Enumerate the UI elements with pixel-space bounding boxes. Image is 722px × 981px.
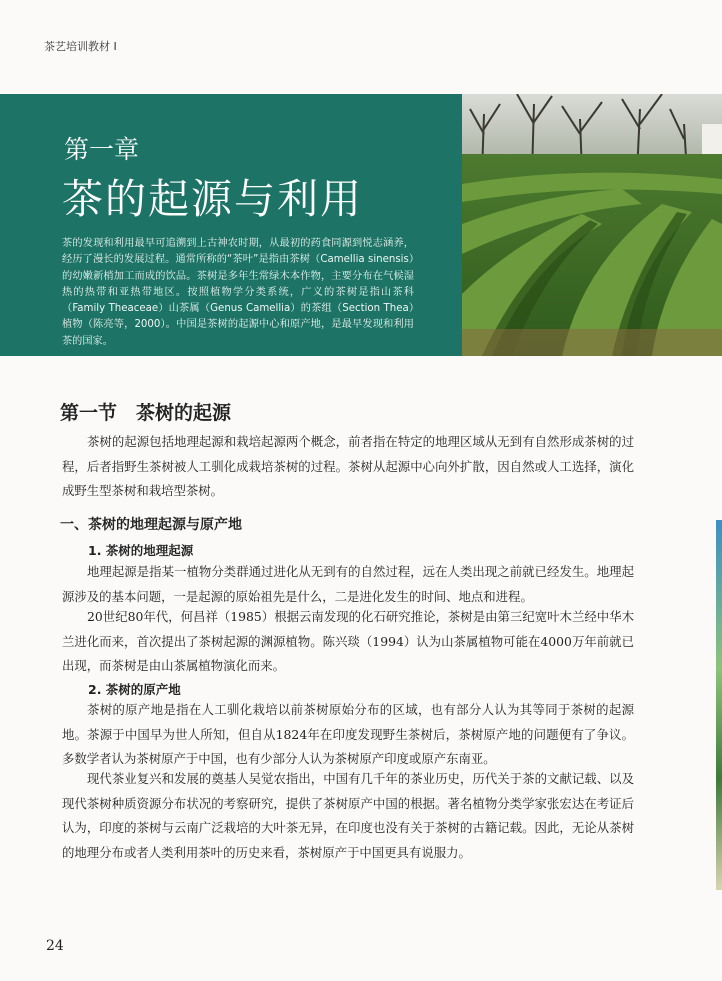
page-edge-image-strip xyxy=(716,520,722,890)
native-area-heading: 2. 茶树的原产地 xyxy=(88,682,181,697)
page-number: 24 xyxy=(46,938,64,954)
section-intro-paragraph: 茶树的起源包括地理起源和栽培起源两个概念，前者指在特定的地理区域从无到有自然形成茶树的过程，后者指野生茶树被人工驯化成栽培茶树的过程。茶树从起源中心向外扩散，因自然或人工选择，演化成野生型茶树和栽培型茶树。 xyxy=(62,434,634,498)
native-area-paragraph-2: 现代茶业复兴和发展的奠基人吴觉农指出，中国有几千年的茶业历史，历代关于茶的文献记载、以及现代茶树种质资源分布状况的考察研究，提供了茶树原产中国的根据。著名植物分类学家张宏达在考证后认为，印度的茶树与云南广泛栽培的大叶茶无异，在印度也没有关于茶树的古籍记载。因此，无论从茶树的地理分布或者人类利用茶叶的历史来看，茶树原产于中国更具有说服力。 xyxy=(62,771,634,860)
chapter-banner xyxy=(0,94,722,356)
native-area-paragraph-1: 茶树的原产地是指在人工驯化栽培以前茶树原始分布的区域，也有部分人认为其等同于茶树的起源地。茶源于中国早为世人所知，但自从1824年在印度发现野生茶树后，茶树原产地的问题便有了争议。多数学者认为茶树原产于中国，也有少部分人认为茶树原产印度或原产东南亚。 xyxy=(62,702,634,766)
chapter-intro: 茶的发现和利用最早可追溯到上古神农时期，从最初的药食同源到悦志涵养，经历了漫长的发展过程。通常所称的“茶叶”是指由茶树（Camellia sinensis）的幼嫩新梢加工而成的饮品。茶树是多年生常绿木本作物，主要分布在气候湿热的热带和亚热带地区。按照植物学分类系统，广义的茶树是指山茶科（Family Theaceae）山茶属（Genus Camellia）的茶组（Section Thea）植物（陈亮等，2000）。中国是茶树的起源中心和原产地，是最早发现和利用茶的国家。 xyxy=(62,238,414,347)
geographic-origin-paragraph-2: 20世纪80年代，何昌祥（1985）根据云南发现的化石研究推论，茶树是由第三纪宽叶木兰经中华木兰进化而来，首次提出了茶树起源的渊源植物。陈兴琰（1994）认为山茶属植物可能在4000万年前就已出现，而茶树是由山茶属植物演化而来。 xyxy=(62,609,634,673)
chapter-title: 茶的起源与利用 xyxy=(62,175,363,223)
geographic-origin-paragraph-1: 地理起源是指某一植物分类群通过进化从无到有的自然过程，远在人类出现之前就已经发生。地理起源涉及的基本问题，一是起源的原始祖先是什么，二是进化发生的时间、地点和进程。 xyxy=(62,564,634,604)
geographic-origin-heading: 1. 茶树的地理起源 xyxy=(88,543,194,558)
subsection-heading: 一、茶树的地理起源与原产地 xyxy=(60,517,242,533)
running-head: 茶艺培训教材 Ⅰ xyxy=(44,40,117,53)
chapter-label: 第一章 xyxy=(64,135,140,164)
section-title: 第一节 茶树的起源 xyxy=(60,402,232,424)
tea-plantation-photo xyxy=(462,94,722,356)
